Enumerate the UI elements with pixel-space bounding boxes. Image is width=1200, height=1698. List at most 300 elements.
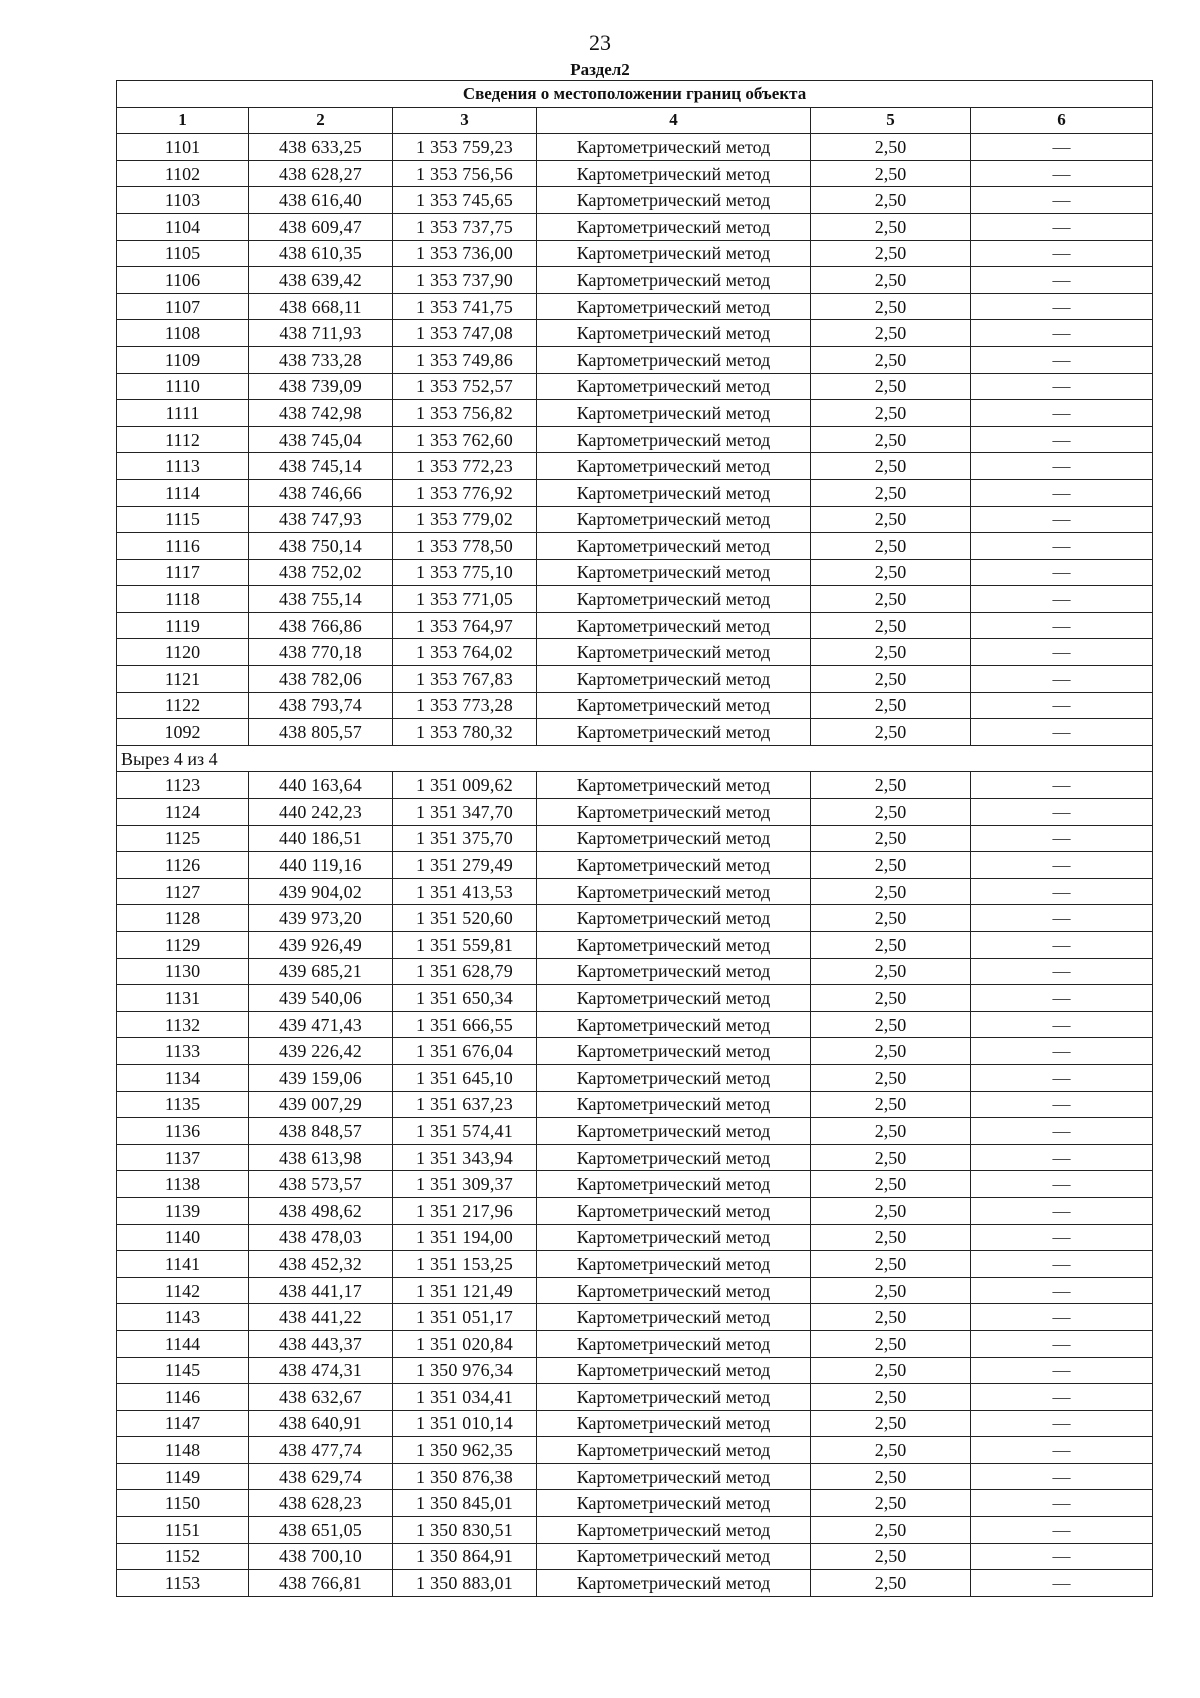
accuracy-cell: 2,50 <box>811 400 971 427</box>
table-row <box>117 958 1153 985</box>
x-coordinate-cell: 439 226,42 <box>249 1038 393 1065</box>
method-cell: Картометрический метод <box>537 666 811 693</box>
point-number-cell: 1104 <box>117 213 249 240</box>
y-coordinate-cell: 1 351 628,79 <box>393 958 537 985</box>
table-row <box>117 160 1153 187</box>
accuracy-cell: 2,50 <box>811 1144 971 1171</box>
section-heading: Раздел2 <box>570 60 630 79</box>
table-row <box>117 586 1153 613</box>
accuracy-cell: 2,50 <box>811 373 971 400</box>
accuracy-cell: 2,50 <box>811 1277 971 1304</box>
description-cell: — <box>971 932 1153 959</box>
method-cell: Картометрический метод <box>537 1437 811 1464</box>
point-number-cell: 1133 <box>117 1038 249 1065</box>
point-number-cell: 1117 <box>117 559 249 586</box>
x-coordinate-cell: 438 746,66 <box>249 479 393 506</box>
x-coordinate-cell: 438 700,10 <box>249 1543 393 1570</box>
table-row <box>117 1410 1153 1437</box>
table-row <box>117 293 1153 320</box>
accuracy-cell: 2,50 <box>811 1384 971 1411</box>
y-coordinate-cell: 1 350 864,91 <box>393 1543 537 1570</box>
method-cell: Картометрический метод <box>537 134 811 161</box>
table-row <box>117 639 1153 666</box>
point-number-cell: 1112 <box>117 426 249 453</box>
y-coordinate-cell: 1 350 976,34 <box>393 1357 537 1384</box>
method-cell: Картометрический метод <box>537 825 811 852</box>
point-number-cell: 1121 <box>117 666 249 693</box>
accuracy-cell: 2,50 <box>811 479 971 506</box>
point-number-cell: 1128 <box>117 905 249 932</box>
description-cell: — <box>971 772 1153 799</box>
table-row <box>117 559 1153 586</box>
point-number-cell: 1132 <box>117 1011 249 1038</box>
y-coordinate-cell: 1 351 217,96 <box>393 1197 537 1224</box>
accuracy-cell: 2,50 <box>811 1304 971 1331</box>
method-cell: Картометрический метод <box>537 1118 811 1145</box>
method-cell: Картометрический метод <box>537 1543 811 1570</box>
method-cell: Картометрический метод <box>537 932 811 959</box>
x-coordinate-cell: 438 613,98 <box>249 1144 393 1171</box>
column-header: 1 <box>117 107 249 134</box>
accuracy-cell: 2,50 <box>811 985 971 1012</box>
description-cell: — <box>971 134 1153 161</box>
description-cell: — <box>971 1011 1153 1038</box>
x-coordinate-cell: 438 766,81 <box>249 1570 393 1597</box>
description-cell: — <box>971 506 1153 533</box>
description-cell: — <box>971 799 1153 826</box>
table-row <box>117 187 1153 214</box>
description-cell: — <box>971 905 1153 932</box>
description-cell: — <box>971 1437 1153 1464</box>
point-number-cell: 1102 <box>117 160 249 187</box>
point-number-cell: 1123 <box>117 772 249 799</box>
x-coordinate-cell: 440 242,23 <box>249 799 393 826</box>
column-header: 4 <box>537 107 811 134</box>
method-cell: Картометрический метод <box>537 1330 811 1357</box>
description-cell: — <box>971 373 1153 400</box>
table-title-row <box>117 81 1153 108</box>
separator-label: Вырез 4 из 4 <box>117 745 1153 772</box>
table-title: Сведения о местоположении границ объекта <box>117 81 1153 108</box>
point-number-cell: 1106 <box>117 267 249 294</box>
y-coordinate-cell: 1 353 737,75 <box>393 213 537 240</box>
point-number-cell: 1149 <box>117 1463 249 1490</box>
y-coordinate-cell: 1 350 830,51 <box>393 1517 537 1544</box>
y-coordinate-cell: 1 353 756,56 <box>393 160 537 187</box>
table-row <box>117 1437 1153 1464</box>
table-row <box>117 1118 1153 1145</box>
description-cell: — <box>971 852 1153 879</box>
accuracy-cell: 2,50 <box>811 1437 971 1464</box>
point-number-cell: 1134 <box>117 1064 249 1091</box>
accuracy-cell: 2,50 <box>811 1330 971 1357</box>
description-cell: — <box>971 187 1153 214</box>
y-coordinate-cell: 1 350 845,01 <box>393 1490 537 1517</box>
point-number-cell: 1137 <box>117 1144 249 1171</box>
description-cell: — <box>971 1251 1153 1278</box>
method-cell: Картометрический метод <box>537 187 811 214</box>
accuracy-cell: 2,50 <box>811 346 971 373</box>
table-row <box>117 1144 1153 1171</box>
accuracy-cell: 2,50 <box>811 772 971 799</box>
point-number-cell: 1131 <box>117 985 249 1012</box>
x-coordinate-cell: 438 711,93 <box>249 320 393 347</box>
table-row <box>117 612 1153 639</box>
accuracy-cell: 2,50 <box>811 1543 971 1570</box>
x-coordinate-cell: 438 629,74 <box>249 1463 393 1490</box>
description-cell: — <box>971 320 1153 347</box>
x-coordinate-cell: 439 007,29 <box>249 1091 393 1118</box>
x-coordinate-cell: 438 610,35 <box>249 240 393 267</box>
accuracy-cell: 2,50 <box>811 506 971 533</box>
x-coordinate-cell: 438 747,93 <box>249 506 393 533</box>
method-cell: Картометрический метод <box>537 1011 811 1038</box>
point-number-cell: 1111 <box>117 400 249 427</box>
method-cell: Картометрический метод <box>537 1304 811 1331</box>
column-header: 6 <box>971 107 1153 134</box>
y-coordinate-cell: 1 351 121,49 <box>393 1277 537 1304</box>
y-coordinate-cell: 1 350 876,38 <box>393 1463 537 1490</box>
method-cell: Картометрический метод <box>537 772 811 799</box>
table-head <box>117 81 1153 134</box>
method-cell: Картометрический метод <box>537 533 811 560</box>
accuracy-cell: 2,50 <box>811 559 971 586</box>
table-row <box>117 772 1153 799</box>
table-row <box>117 373 1153 400</box>
table-row <box>117 1197 1153 1224</box>
table-row <box>117 1064 1153 1091</box>
x-coordinate-cell: 438 628,23 <box>249 1490 393 1517</box>
x-coordinate-cell: 438 745,04 <box>249 426 393 453</box>
x-coordinate-cell: 438 452,32 <box>249 1251 393 1278</box>
method-cell: Картометрический метод <box>537 160 811 187</box>
accuracy-cell: 2,50 <box>811 825 971 852</box>
point-number-cell: 1125 <box>117 825 249 852</box>
table-row <box>117 1384 1153 1411</box>
y-coordinate-cell: 1 353 779,02 <box>393 506 537 533</box>
table-row <box>117 1517 1153 1544</box>
description-cell: — <box>971 1144 1153 1171</box>
y-coordinate-cell: 1 353 771,05 <box>393 586 537 613</box>
method-cell: Картометрический метод <box>537 852 811 879</box>
table-row <box>117 1570 1153 1597</box>
method-cell: Картометрический метод <box>537 612 811 639</box>
y-coordinate-cell: 1 350 883,01 <box>393 1570 537 1597</box>
table-row <box>117 852 1153 879</box>
y-coordinate-cell: 1 353 780,32 <box>393 719 537 746</box>
description-cell: — <box>971 639 1153 666</box>
point-number-cell: 1136 <box>117 1118 249 1145</box>
table-row <box>117 1224 1153 1251</box>
description-cell: — <box>971 453 1153 480</box>
description-cell: — <box>971 1384 1153 1411</box>
table-row <box>117 1543 1153 1570</box>
description-cell: — <box>971 1543 1153 1570</box>
accuracy-cell: 2,50 <box>811 533 971 560</box>
accuracy-cell: 2,50 <box>811 1517 971 1544</box>
accuracy-cell: 2,50 <box>811 320 971 347</box>
y-coordinate-cell: 1 351 034,41 <box>393 1384 537 1411</box>
x-coordinate-cell: 438 733,28 <box>249 346 393 373</box>
method-cell: Картометрический метод <box>537 559 811 586</box>
point-number-cell: 1152 <box>117 1543 249 1570</box>
y-coordinate-cell: 1 353 759,23 <box>393 134 537 161</box>
point-number-cell: 1146 <box>117 1384 249 1411</box>
x-coordinate-cell: 438 478,03 <box>249 1224 393 1251</box>
table-row <box>117 719 1153 746</box>
point-number-cell: 1114 <box>117 479 249 506</box>
description-cell: — <box>971 1463 1153 1490</box>
description-cell: — <box>971 1304 1153 1331</box>
x-coordinate-cell: 439 926,49 <box>249 932 393 959</box>
point-number-cell: 1124 <box>117 799 249 826</box>
x-coordinate-cell: 438 628,27 <box>249 160 393 187</box>
point-number-cell: 1120 <box>117 639 249 666</box>
x-coordinate-cell: 439 159,06 <box>249 1064 393 1091</box>
method-cell: Картометрический метод <box>537 213 811 240</box>
description-cell: — <box>971 1517 1153 1544</box>
table-row <box>117 932 1153 959</box>
accuracy-cell: 2,50 <box>811 1171 971 1198</box>
x-coordinate-cell: 438 766,86 <box>249 612 393 639</box>
description-cell: — <box>971 426 1153 453</box>
table-row <box>117 1330 1153 1357</box>
y-coordinate-cell: 1 351 413,53 <box>393 878 537 905</box>
y-coordinate-cell: 1 351 051,17 <box>393 1304 537 1331</box>
x-coordinate-cell: 440 119,16 <box>249 852 393 879</box>
y-coordinate-cell: 1 351 637,23 <box>393 1091 537 1118</box>
x-coordinate-cell: 438 640,91 <box>249 1410 393 1437</box>
point-number-cell: 1126 <box>117 852 249 879</box>
description-cell: — <box>971 479 1153 506</box>
accuracy-cell: 2,50 <box>811 1011 971 1038</box>
method-cell: Картометрический метод <box>537 1490 811 1517</box>
table-row <box>117 1011 1153 1038</box>
y-coordinate-cell: 1 353 752,57 <box>393 373 537 400</box>
point-number-cell: 1122 <box>117 692 249 719</box>
y-coordinate-cell: 1 351 343,94 <box>393 1144 537 1171</box>
x-coordinate-cell: 438 441,22 <box>249 1304 393 1331</box>
x-coordinate-cell: 439 904,02 <box>249 878 393 905</box>
table-row <box>117 453 1153 480</box>
point-number-cell: 1127 <box>117 878 249 905</box>
y-coordinate-cell: 1 353 736,00 <box>393 240 537 267</box>
table-row <box>117 213 1153 240</box>
y-coordinate-cell: 1 351 520,60 <box>393 905 537 932</box>
table-row <box>117 1171 1153 1198</box>
table-row <box>117 267 1153 294</box>
y-coordinate-cell: 1 353 775,10 <box>393 559 537 586</box>
accuracy-cell: 2,50 <box>811 1197 971 1224</box>
table-row <box>117 1490 1153 1517</box>
description-cell: — <box>971 1171 1153 1198</box>
accuracy-cell: 2,50 <box>811 1357 971 1384</box>
x-coordinate-cell: 438 752,02 <box>249 559 393 586</box>
method-cell: Картометрический метод <box>537 1570 811 1597</box>
method-cell: Картометрический метод <box>537 267 811 294</box>
point-number-cell: 1144 <box>117 1330 249 1357</box>
accuracy-cell: 2,50 <box>811 958 971 985</box>
y-coordinate-cell: 1 351 666,55 <box>393 1011 537 1038</box>
point-number-cell: 1130 <box>117 958 249 985</box>
point-number-cell: 1150 <box>117 1490 249 1517</box>
description-cell: — <box>971 1224 1153 1251</box>
description-cell: — <box>971 666 1153 693</box>
table-body <box>117 134 1153 1597</box>
table-row <box>117 320 1153 347</box>
y-coordinate-cell: 1 351 645,10 <box>393 1064 537 1091</box>
x-coordinate-cell: 438 441,17 <box>249 1277 393 1304</box>
y-coordinate-cell: 1 353 767,83 <box>393 666 537 693</box>
y-coordinate-cell: 1 353 776,92 <box>393 479 537 506</box>
column-header: 5 <box>811 107 971 134</box>
y-coordinate-cell: 1 351 650,34 <box>393 985 537 1012</box>
x-coordinate-cell: 438 609,47 <box>249 213 393 240</box>
x-coordinate-cell: 438 632,67 <box>249 1384 393 1411</box>
x-coordinate-cell: 439 685,21 <box>249 958 393 985</box>
method-cell: Картометрический метод <box>537 1410 811 1437</box>
accuracy-cell: 2,50 <box>811 878 971 905</box>
table-row <box>117 506 1153 533</box>
table-row <box>117 825 1153 852</box>
table-row <box>117 1277 1153 1304</box>
x-coordinate-cell: 439 471,43 <box>249 1011 393 1038</box>
description-cell: — <box>971 1410 1153 1437</box>
y-coordinate-cell: 1 351 309,37 <box>393 1171 537 1198</box>
description-cell: — <box>971 1277 1153 1304</box>
accuracy-cell: 2,50 <box>811 1490 971 1517</box>
method-cell: Картометрический метод <box>537 1463 811 1490</box>
accuracy-cell: 2,50 <box>811 905 971 932</box>
description-cell: — <box>971 293 1153 320</box>
section-separator-row <box>117 745 1153 772</box>
x-coordinate-cell: 438 474,31 <box>249 1357 393 1384</box>
description-cell: — <box>971 1118 1153 1145</box>
table-row <box>117 1091 1153 1118</box>
method-cell: Картометрический метод <box>537 293 811 320</box>
description-cell: — <box>971 1490 1153 1517</box>
method-cell: Картометрический метод <box>537 692 811 719</box>
accuracy-cell: 2,50 <box>811 187 971 214</box>
accuracy-cell: 2,50 <box>811 719 971 746</box>
accuracy-cell: 2,50 <box>811 1410 971 1437</box>
y-coordinate-cell: 1 351 010,14 <box>393 1410 537 1437</box>
description-cell: — <box>971 400 1153 427</box>
point-number-cell: 1110 <box>117 373 249 400</box>
y-coordinate-cell: 1 350 962,35 <box>393 1437 537 1464</box>
point-number-cell: 1115 <box>117 506 249 533</box>
table-row <box>117 479 1153 506</box>
x-coordinate-cell: 438 742,98 <box>249 400 393 427</box>
accuracy-cell: 2,50 <box>811 293 971 320</box>
method-cell: Картометрический метод <box>537 1091 811 1118</box>
accuracy-cell: 2,50 <box>811 692 971 719</box>
accuracy-cell: 2,50 <box>811 453 971 480</box>
point-number-cell: 1118 <box>117 586 249 613</box>
point-number-cell: 1108 <box>117 320 249 347</box>
accuracy-cell: 2,50 <box>811 1038 971 1065</box>
description-cell: — <box>971 586 1153 613</box>
table-row <box>117 1038 1153 1065</box>
y-coordinate-cell: 1 353 778,50 <box>393 533 537 560</box>
point-number-cell: 1101 <box>117 134 249 161</box>
method-cell: Картометрический метод <box>537 958 811 985</box>
point-number-cell: 1147 <box>117 1410 249 1437</box>
table-row <box>117 400 1153 427</box>
method-cell: Картометрический метод <box>537 1517 811 1544</box>
x-coordinate-cell: 438 668,11 <box>249 293 393 320</box>
description-cell: — <box>971 160 1153 187</box>
description-cell: — <box>971 1038 1153 1065</box>
point-number-cell: 1143 <box>117 1304 249 1331</box>
table-row <box>117 240 1153 267</box>
accuracy-cell: 2,50 <box>811 160 971 187</box>
x-coordinate-cell: 440 186,51 <box>249 825 393 852</box>
description-cell: — <box>971 985 1153 1012</box>
x-coordinate-cell: 438 651,05 <box>249 1517 393 1544</box>
x-coordinate-cell: 438 848,57 <box>249 1118 393 1145</box>
method-cell: Картометрический метод <box>537 985 811 1012</box>
point-number-cell: 1116 <box>117 533 249 560</box>
method-cell: Картометрический метод <box>537 453 811 480</box>
accuracy-cell: 2,50 <box>811 1064 971 1091</box>
description-cell: — <box>971 692 1153 719</box>
y-coordinate-cell: 1 351 676,04 <box>393 1038 537 1065</box>
accuracy-cell: 2,50 <box>811 1251 971 1278</box>
accuracy-cell: 2,50 <box>811 1224 971 1251</box>
x-coordinate-cell: 438 443,37 <box>249 1330 393 1357</box>
description-cell: — <box>971 559 1153 586</box>
description-cell: — <box>971 533 1153 560</box>
method-cell: Картометрический метод <box>537 1251 811 1278</box>
table-row <box>117 1251 1153 1278</box>
x-coordinate-cell: 439 973,20 <box>249 905 393 932</box>
method-cell: Картометрический метод <box>537 426 811 453</box>
method-cell: Картометрический метод <box>537 639 811 666</box>
point-number-cell: 1141 <box>117 1251 249 1278</box>
method-cell: Картометрический метод <box>537 346 811 373</box>
description-cell: — <box>971 1064 1153 1091</box>
table-row <box>117 1357 1153 1384</box>
table-row <box>117 426 1153 453</box>
method-cell: Картометрический метод <box>537 1197 811 1224</box>
method-cell: Картометрический метод <box>537 1171 811 1198</box>
accuracy-cell: 2,50 <box>811 639 971 666</box>
accuracy-cell: 2,50 <box>811 799 971 826</box>
y-coordinate-cell: 1 353 745,65 <box>393 187 537 214</box>
method-cell: Картометрический метод <box>537 479 811 506</box>
table-row <box>117 1304 1153 1331</box>
description-cell: — <box>971 240 1153 267</box>
point-number-cell: 1142 <box>117 1277 249 1304</box>
y-coordinate-cell: 1 351 009,62 <box>393 772 537 799</box>
x-coordinate-cell: 438 755,14 <box>249 586 393 613</box>
point-number-cell: 1129 <box>117 932 249 959</box>
y-coordinate-cell: 1 351 194,00 <box>393 1224 537 1251</box>
y-coordinate-cell: 1 353 747,08 <box>393 320 537 347</box>
y-coordinate-cell: 1 353 737,90 <box>393 267 537 294</box>
point-number-cell: 1109 <box>117 346 249 373</box>
description-cell: — <box>971 1357 1153 1384</box>
description-cell: — <box>971 1330 1153 1357</box>
accuracy-cell: 2,50 <box>811 612 971 639</box>
table-row <box>117 666 1153 693</box>
description-cell: — <box>971 719 1153 746</box>
accuracy-cell: 2,50 <box>811 213 971 240</box>
method-cell: Картометрический метод <box>537 1064 811 1091</box>
accuracy-cell: 2,50 <box>811 586 971 613</box>
accuracy-cell: 2,50 <box>811 267 971 294</box>
